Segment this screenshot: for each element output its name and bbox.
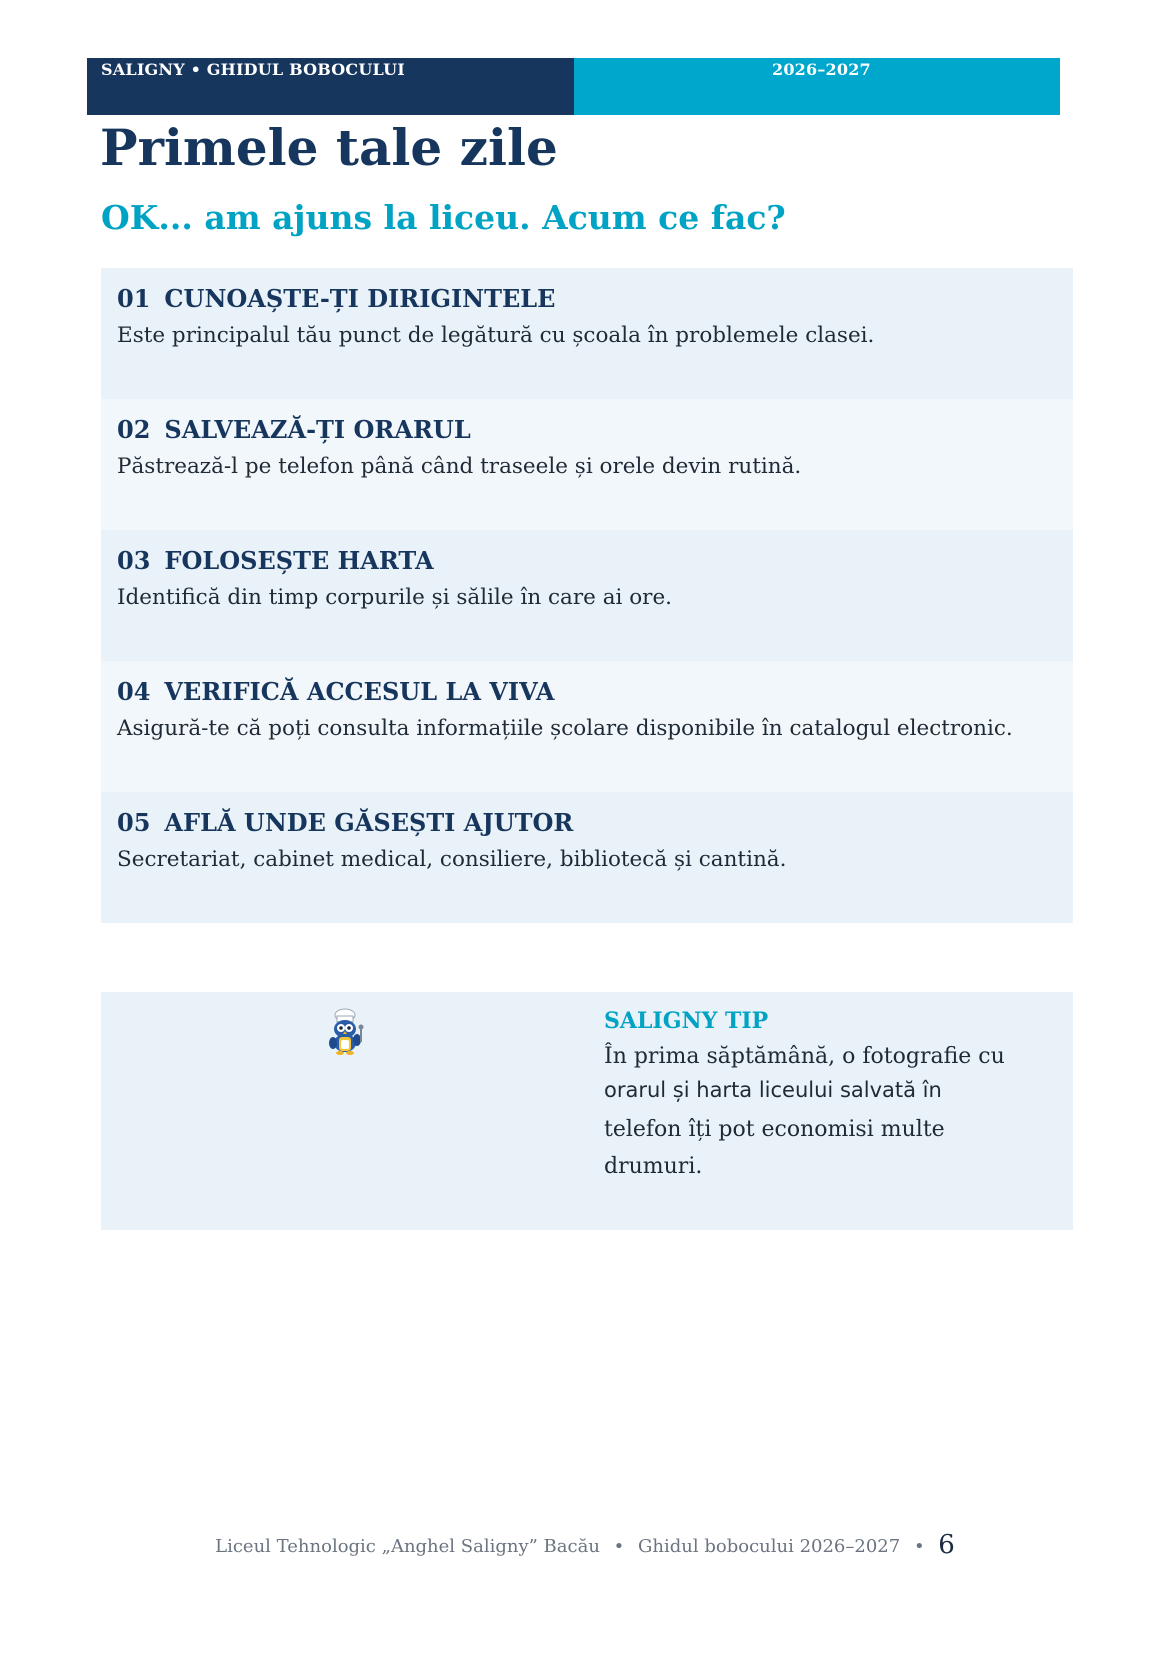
- step-item: [101, 530, 1073, 661]
- step-number: 01: [117, 284, 151, 313]
- step-heading: [117, 546, 1057, 575]
- page-number: 6: [938, 1530, 955, 1560]
- step-heading: [117, 808, 1057, 837]
- step-item: [101, 661, 1073, 792]
- step-description: Asigură-te că poți consulta informațiile școlare disponibile în catalogul electronic.: [117, 716, 1013, 741]
- step-title: FOLOSEȘTE HARTA: [164, 546, 434, 575]
- page-subtitle: OK... am ajuns la liceu. Acum ce fac?: [101, 198, 786, 237]
- step-number: 02: [117, 415, 151, 444]
- step-description: Identifică din timp corpurile și sălile în care ai ore.: [117, 585, 673, 610]
- step-heading: [117, 284, 1057, 313]
- footer-school: Liceul Tehnologic „Anghel Saligny” Bacău: [215, 1536, 600, 1557]
- footer-bullet: •: [613, 1536, 625, 1557]
- step-title: VERIFICĂ ACCESUL LA VIVA: [164, 677, 555, 706]
- step-number: 03: [117, 546, 151, 575]
- footer-guide: Ghidul bobocului 2026–2027: [638, 1536, 901, 1557]
- step-description: Este principalul tău punct de legătură cu școala în problemele clasei.: [117, 323, 875, 348]
- step-description: Secretariat, cabinet medical, consiliere, bibliotecă și cantină.: [117, 847, 787, 872]
- step-number: 05: [117, 808, 151, 837]
- step-item: [101, 792, 1073, 923]
- page-footer: [0, 1530, 1170, 1560]
- page-title: Primele tale zile: [100, 118, 558, 177]
- tip-text-line: În prima săptămână, o fotografie cu: [604, 1044, 1005, 1069]
- mascot-owl-chef-icon: [321, 1006, 373, 1058]
- step-title: AFLĂ UNDE GĂSEȘTI AJUTOR: [164, 808, 574, 837]
- step-description: Păstrează-l pe telefon până când traseele și orele devin rutină.: [117, 454, 802, 479]
- step-item: [101, 268, 1073, 399]
- step-title: CUNOAȘTE-ȚI DIRIGINTELE: [164, 284, 556, 313]
- tip-text-line: orarul și harta liceului salvată în: [604, 1078, 942, 1102]
- tip-box: [101, 992, 1073, 1230]
- tip-title: SALIGNY TIP: [604, 1008, 769, 1034]
- tip-text-line: drumuri.: [604, 1154, 703, 1179]
- footer-bullet: •: [913, 1536, 925, 1557]
- step-heading: [117, 677, 1057, 706]
- header-right-text: 2026–2027: [772, 60, 871, 79]
- header-left-text: SALIGNY • GHIDUL BOBOCULUI: [101, 60, 405, 79]
- steps-list: [101, 268, 1073, 923]
- tip-text-line: telefon îți pot economisi multe: [604, 1117, 945, 1142]
- step-number: 04: [117, 677, 151, 706]
- step-item: [101, 399, 1073, 530]
- step-title: SALVEAZĂ-ȚI ORARUL: [164, 415, 471, 444]
- step-heading: [117, 415, 1057, 444]
